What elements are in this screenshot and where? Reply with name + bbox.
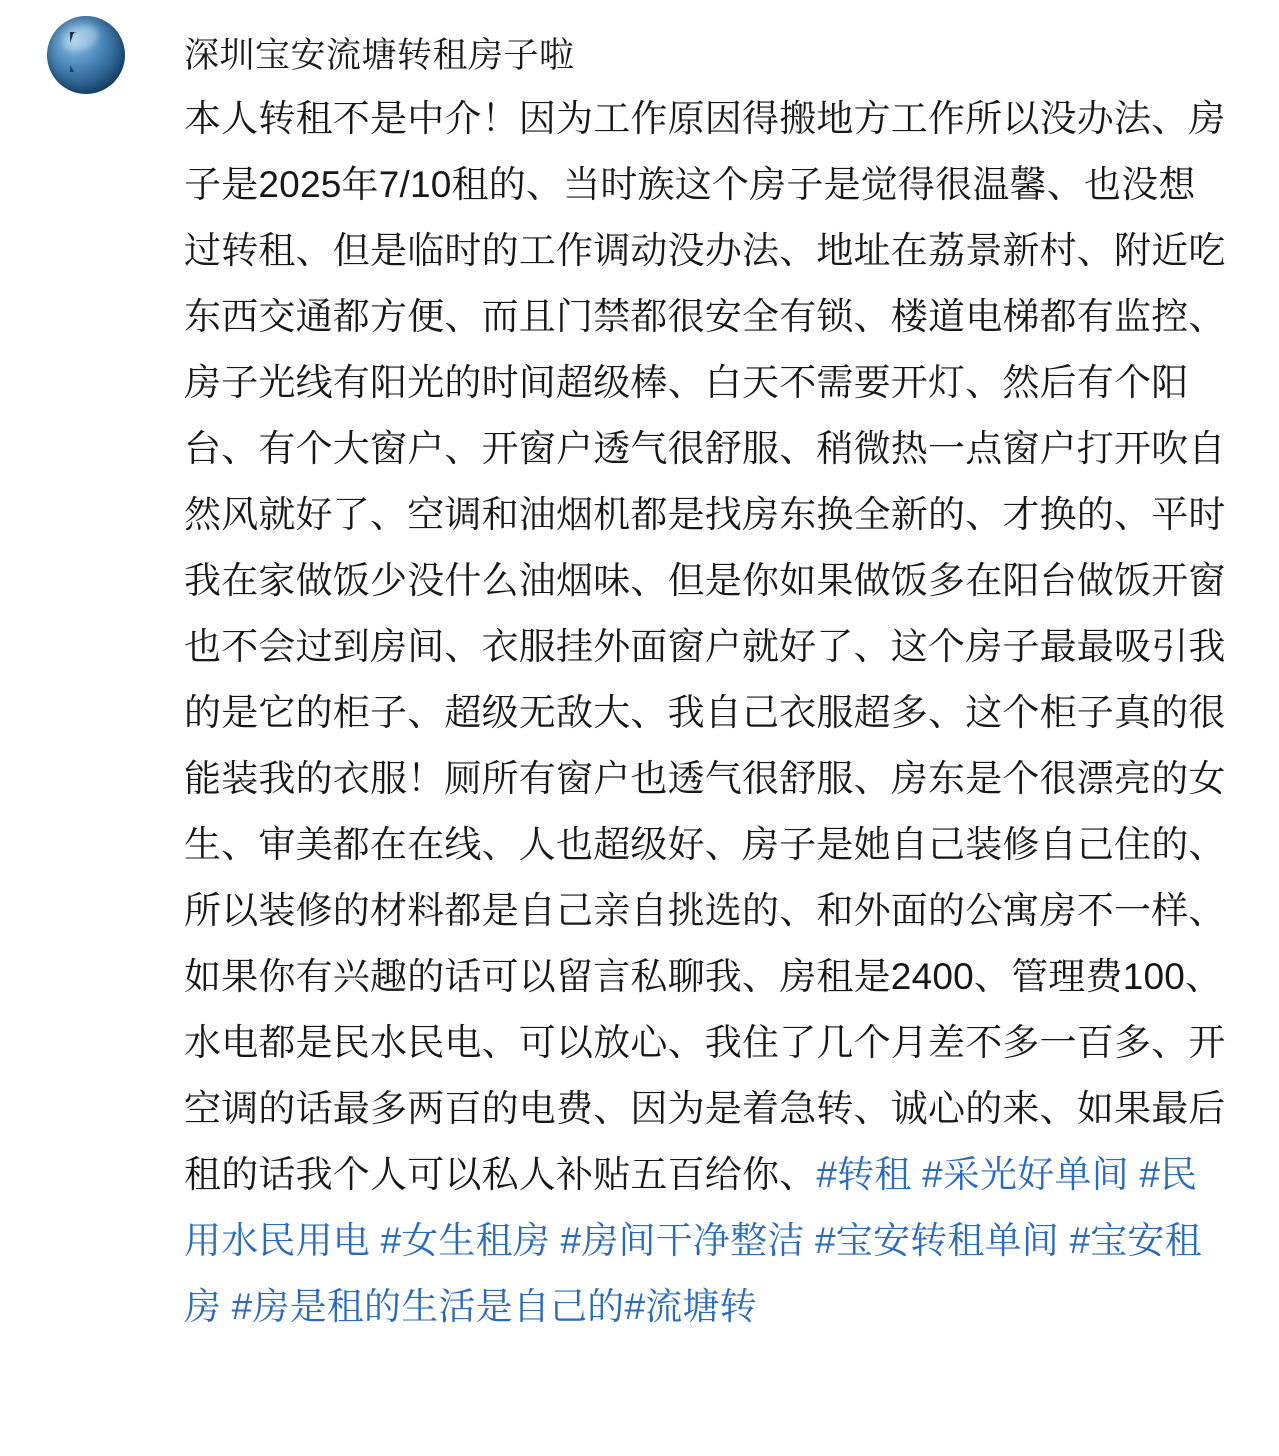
post-username[interactable]: 深圳宝安流塘转租房子啦: [184, 36, 575, 75]
avatar-pattern: [70, 32, 106, 73]
post-hashtags[interactable]: #转租 #采光好单间 #民用水民用电 #女生租房 #房间干净整洁 #宝安转租单间 #宝安租房 #房是租的生活是自己的#流塘转: [184, 1154, 1202, 1327]
avatar[interactable]: [47, 16, 125, 94]
post-content: [184, 30, 1235, 1340]
post-body: [184, 86, 1227, 1340]
post-body-text: 本人转租不是中介！因为工作原因得搬地方工作所以没办法、房子是2025年7/10租的、当时族这个房子是觉得很温馨、也没想过转租、但是临时的工作调动没办法、地址在荔景新村、附近吃东西交通都方便、而且门禁都很安全有锁、楼道电梯都有监控、房子光线有阳光的时间超级棒、白天不需要开灯、然后有个阳台、有个大窗户、开窗户透气很舒服、稍微热一点窗户打开吹自然风就好了、空调和油烟机都是找房东换全新的、才换的、平时我在家做饭少没什么油烟味、但是你如果做饭多在阳台做饭开窗也不会过到房间、衣服挂外面窗户就好了、这个房子最最吸引我的是它的柜子、超级无敌大、我自己衣服超多、这个柜子真的很能装我的衣服！厕所有窗户也透气很舒服、房东是个很漂亮的女生、审美都在在线、人也超级好、房子是她自己装修自己住的、所以装修的材料都是自己亲自挑选的、和外面的公寓房不一样、如果你有兴趣的话可以留言私聊我、房租是2400、管理费100、水电都是民水民电、可以放心、我住了几个月差不多一百多、开空调的话最多两百的电费、因为是着急转、诚心的来、如果最后租的话我个人可以私人补贴五百给你、: [184, 98, 1226, 1195]
